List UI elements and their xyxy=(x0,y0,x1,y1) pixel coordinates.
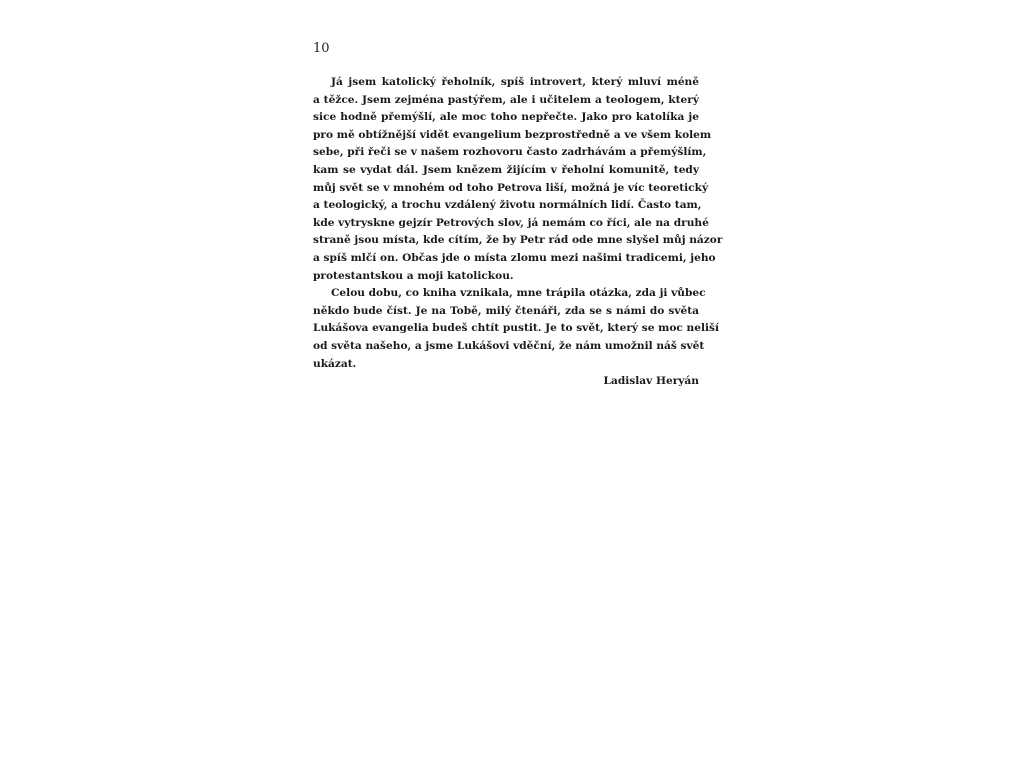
text-line: a teologický, a trochu vzdálený životu normálních lidí. Často tam, xyxy=(313,199,702,212)
text-line: můj svět se v mnohém od toho Petrova liší, možná je víc teoretický xyxy=(313,181,709,194)
text-line: někdo bude číst. Je na Tobě, milý čtenáři, zda se s námi do světa xyxy=(313,304,699,317)
text-line: straně jsou místa, kde cítím, že by Petr rád ode mne slyšel můj názor xyxy=(313,234,723,247)
text-line: kde vytryskne gejzír Petrových slov, já nemám co říci, ale na druhé xyxy=(313,216,709,229)
paragraph-1 xyxy=(313,74,723,285)
paragraph-2 xyxy=(313,285,720,373)
text-line: pro mě obtížnější vidět evangelium bezprostředně a ve všem kolem xyxy=(313,128,712,141)
text-line: Lukášova evangelia budeš chtít pustit. Je to svět, který se moc neliší xyxy=(313,322,720,335)
text-line: od světa našeho, a jsme Lukášovi vděční, že nám umožnil náš svět xyxy=(313,339,705,352)
text-line: sebe, při řeči se v našem rozhovoru často zadrhávám a přemýšlím, xyxy=(313,146,707,159)
text-line: ukázat. xyxy=(313,357,357,370)
text-line: protestantskou a moji katolickou. xyxy=(313,269,514,282)
text-line: a těžce. Jsem zejména pastýřem, ale i učitelem a teologem, který xyxy=(313,93,699,106)
text-line: Já jsem katolický řeholník, spíš introvert, který mluví méně xyxy=(331,76,699,88)
text-line: Celou dobu, co kniha vznikala, mne trápila otázka, zda ji vůbec xyxy=(331,287,706,300)
text-line: sice hodně přemýšlí, ale moc toho nepřečte. Jako pro katolíka je xyxy=(313,111,699,124)
text-block xyxy=(313,74,723,391)
text-line: a spíš mlčí on. Občas jde o místa zlomu mezi našimi tradicemi, jeho xyxy=(313,251,716,264)
text-line: kam se vydat dál. Jsem knězem žijícím v řeholní komunitě, tedy xyxy=(313,163,699,176)
page-number: 10 xyxy=(313,41,330,56)
author-signature: Ladislav Heryán xyxy=(603,375,699,388)
